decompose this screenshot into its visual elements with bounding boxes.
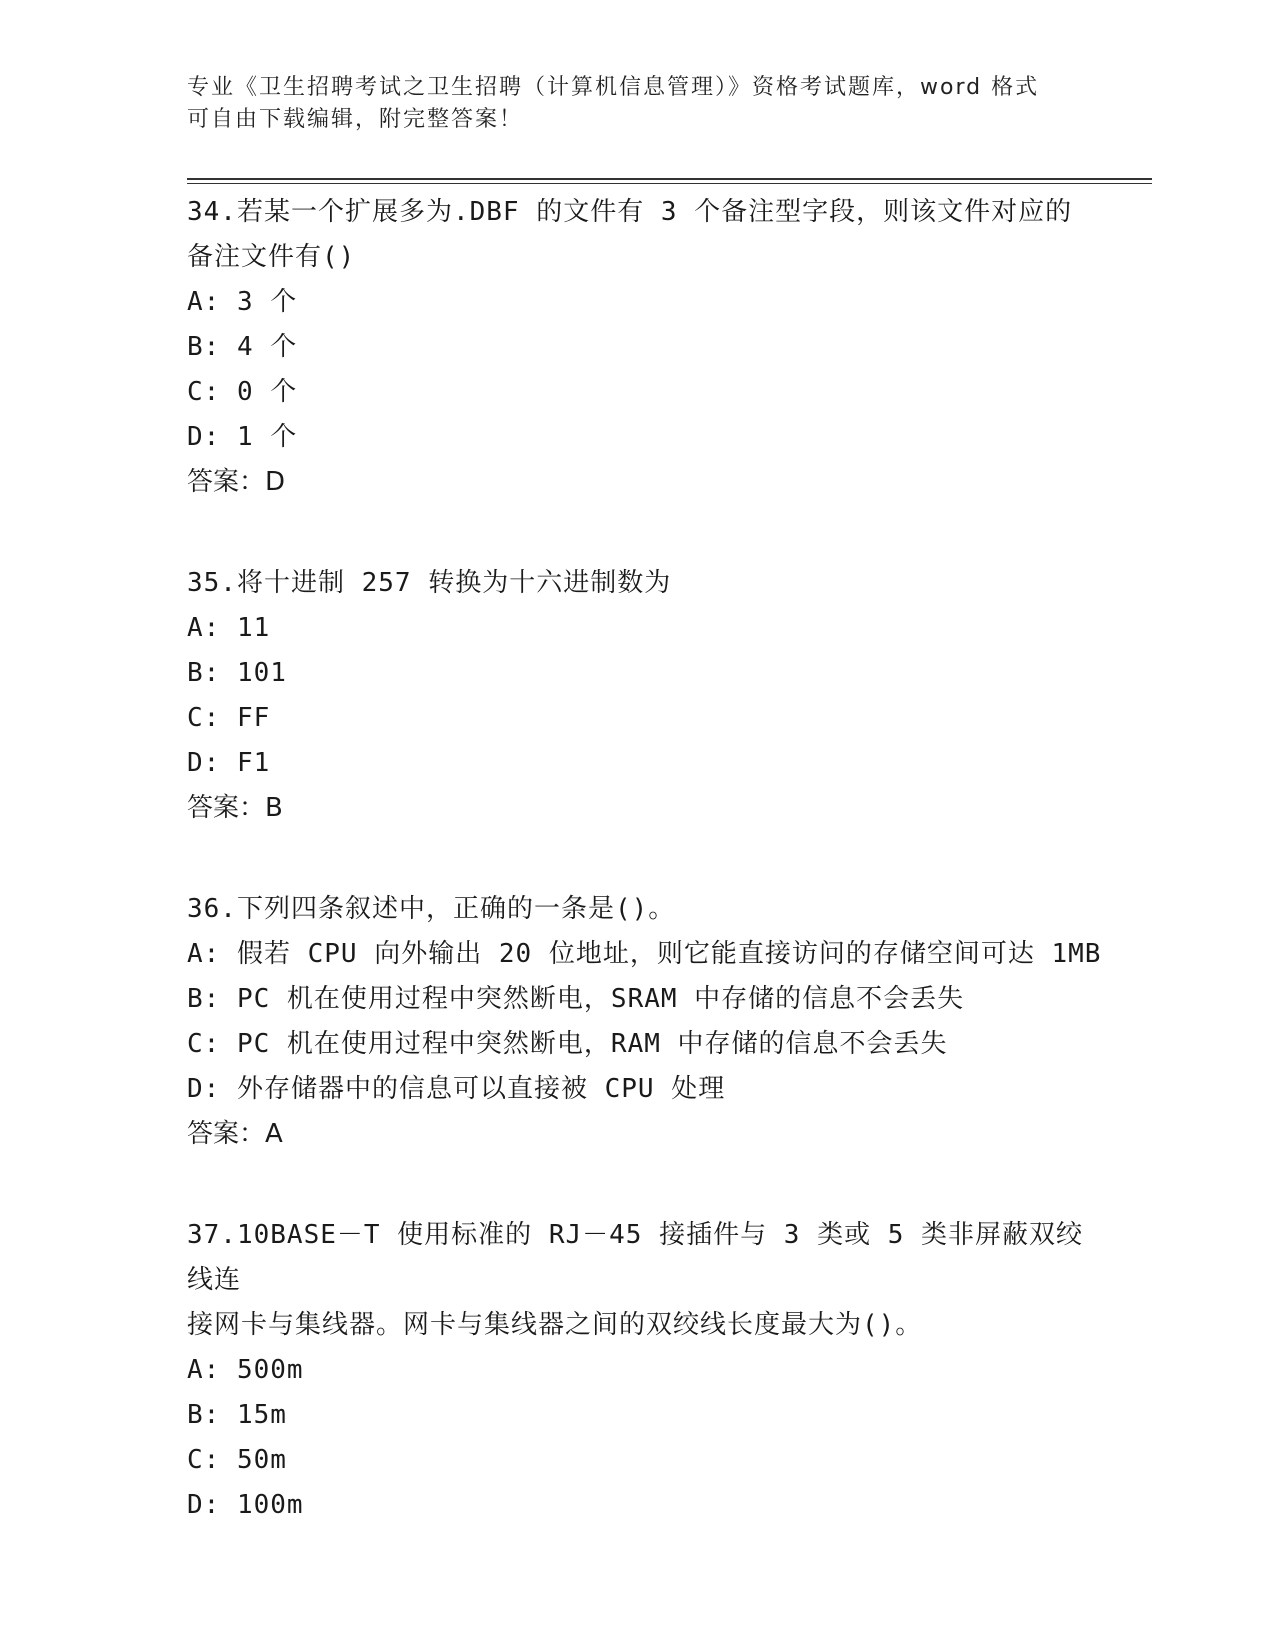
option-d: D: 外存储器中的信息可以直接被 CPU 处理 (187, 1074, 726, 1104)
option-c: C: FF (187, 703, 271, 733)
question-stem-line-2: 接网卡与集线器。网卡与集线器之间的双绞线长度最大为()。 (187, 1310, 923, 1340)
question-spacer (187, 505, 1087, 561)
question-spacer (187, 1157, 1087, 1213)
answer-line: 答案：A (187, 1119, 283, 1149)
option-a: A: 3 个 (187, 287, 298, 317)
header-line-1: 专业《卫生招聘考试之卫生招聘（计算机信息管理）》资格考试题库，word 格式 (187, 75, 1040, 100)
option-c: C: PC 机在使用过程中突然断电，RAM 中存储的信息不会丢失 (187, 1029, 948, 1059)
question-list (187, 190, 1102, 1528)
option-b: B: 4 个 (187, 332, 298, 362)
question-stem (187, 190, 1087, 280)
question-34 (187, 190, 1087, 505)
question-stem (187, 561, 1087, 606)
header-divider-thin (187, 183, 1152, 184)
option-b: B: 15m (187, 1400, 287, 1430)
option-a: A: 500m (187, 1355, 304, 1385)
question-stem (187, 887, 1087, 932)
option-d: D: 100m (187, 1490, 304, 1520)
document-header (187, 72, 1067, 136)
option-a: A: 假若 CPU 向外输出 20 位地址，则它能直接访问的存储空间可达 1MB (187, 939, 1102, 969)
question-37 (187, 1213, 1087, 1528)
option-d: D: F1 (187, 748, 271, 778)
question-stem-line-1: 34.若某一个扩展多为.DBF 的文件有 3 个备注型字段，则该文件对应的 (187, 197, 1073, 227)
header-line-2: 可自由下载编辑，附完整答案！ (187, 107, 524, 132)
question-stem-line-1: 35.将十进制 257 转换为十六进制数为 (187, 568, 672, 598)
answer-line: 答案：B (187, 793, 283, 823)
question-36 (187, 887, 1102, 1157)
question-stem-line-1: 37.10BASE－T 使用标准的 RJ－45 接插件与 3 类或 5 类非屏蔽双绞线连 (187, 1220, 1084, 1295)
option-d: D: 1 个 (187, 422, 298, 452)
question-stem (187, 1213, 1087, 1348)
header-divider-thick (187, 178, 1152, 180)
option-c: C: 50m (187, 1445, 287, 1475)
option-a: A: 11 (187, 613, 271, 643)
option-c: C: 0 个 (187, 377, 298, 407)
question-spacer (187, 831, 1087, 887)
question-stem-line-2: 备注文件有() (187, 242, 356, 272)
option-b: B: PC 机在使用过程中突然断电，SRAM 中存储的信息不会丢失 (187, 984, 965, 1014)
answer-line: 答案：D (187, 467, 286, 497)
question-35 (187, 561, 1087, 831)
question-stem-line-1: 36.下列四条叙述中，正确的一条是()。 (187, 894, 676, 924)
option-b: B: 101 (187, 658, 287, 688)
